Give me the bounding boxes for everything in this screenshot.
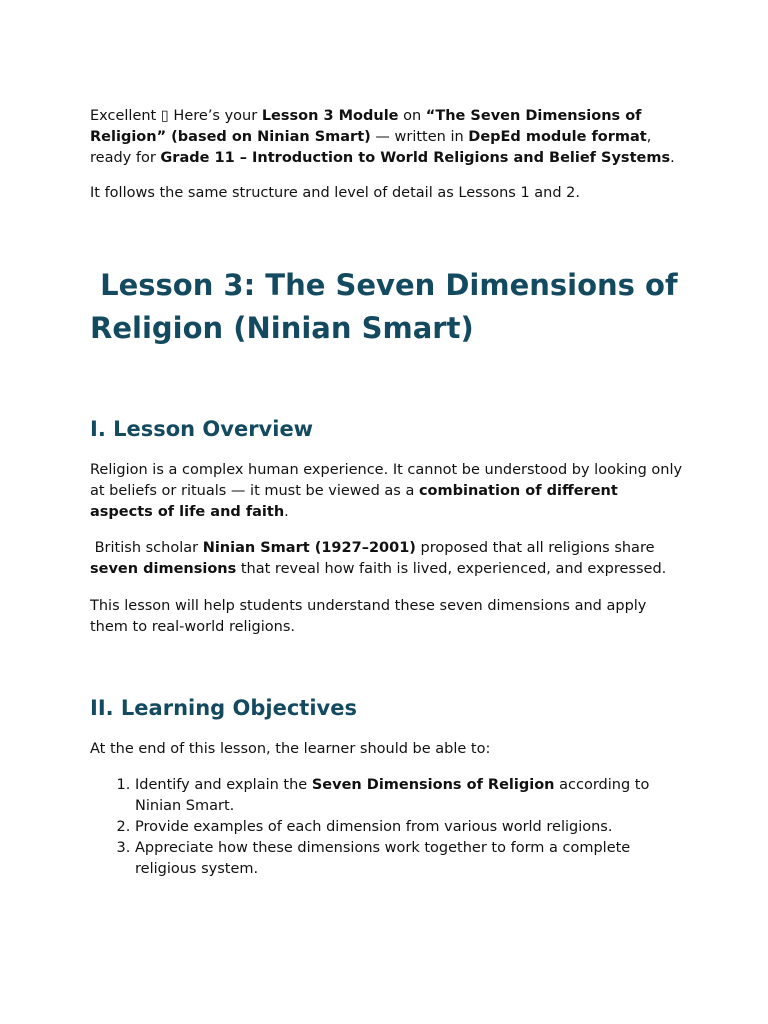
module-name: Lesson 3 Module xyxy=(261,108,399,124)
list-item: 3. Appreciate how these dimensions work together to form a complete religious system. xyxy=(135,838,685,880)
paragraph-text: British scholar xyxy=(90,540,203,556)
list-item: 2. Provide examples of each dimension from various world religions. xyxy=(135,817,685,838)
module-topic: “The Seven Dimensions of Religion” (based on Ninian Smart) xyxy=(90,108,642,145)
overview-heading: I. Lesson Overview xyxy=(90,417,314,441)
paragraph-text: Religion is a complex human experience. It cannot be understood by looking only at beliefs or rituals — it must be viewed as a xyxy=(90,462,683,499)
bold-phrase: Seven Dimensions of Religion xyxy=(311,777,555,793)
lesson-title: Lesson 3: The Seven Dimensions of Religion (Ninian Smart) xyxy=(90,268,678,345)
module-format: DepEd module format xyxy=(468,129,647,145)
overview-paragraph-2 xyxy=(90,538,685,580)
overview-paragraph-1 xyxy=(90,460,685,523)
document-content xyxy=(90,106,685,880)
paragraph-text: proposed that all religions share xyxy=(415,540,655,556)
objectives-heading: II. Learning Objectives xyxy=(90,696,357,720)
intro-text: Excellent xyxy=(90,108,161,124)
intro-text: — written in xyxy=(370,129,469,145)
grade-course: Grade 11 – Introduction to World Religions and Belief Systems xyxy=(160,150,671,166)
paragraph-text: . xyxy=(284,504,289,520)
paragraph-text: that reveal how faith is lived, experienced, and expressed. xyxy=(236,561,667,577)
structure-note: It follows the same structure and level of detail as Lessons 1 and 2. xyxy=(90,185,581,201)
overview-paragraph-3: This lesson will help students understand these seven dimensions and apply them to real-world religions. xyxy=(90,598,647,635)
intro-text: on xyxy=(398,108,426,124)
bold-phrase: seven dimensions xyxy=(90,561,237,577)
objectives-intro: At the end of this lesson, the learner should be able to: xyxy=(90,741,491,757)
intro-text: , ready for xyxy=(90,129,652,166)
emoji-placeholder-icon: ▯ xyxy=(160,108,169,124)
list-item xyxy=(135,775,685,817)
item-text: according to Ninian Smart. xyxy=(135,777,650,814)
intro-paragraph xyxy=(90,106,685,169)
bold-phrase: combination of different aspects of life and faith xyxy=(90,483,618,520)
intro-text: Here’s your xyxy=(168,108,262,124)
objectives-list xyxy=(90,775,685,880)
scholar-name: Ninian Smart (1927–2001) xyxy=(202,540,416,556)
item-text: Identify and explain the xyxy=(135,777,312,793)
intro-text: . xyxy=(670,150,675,166)
